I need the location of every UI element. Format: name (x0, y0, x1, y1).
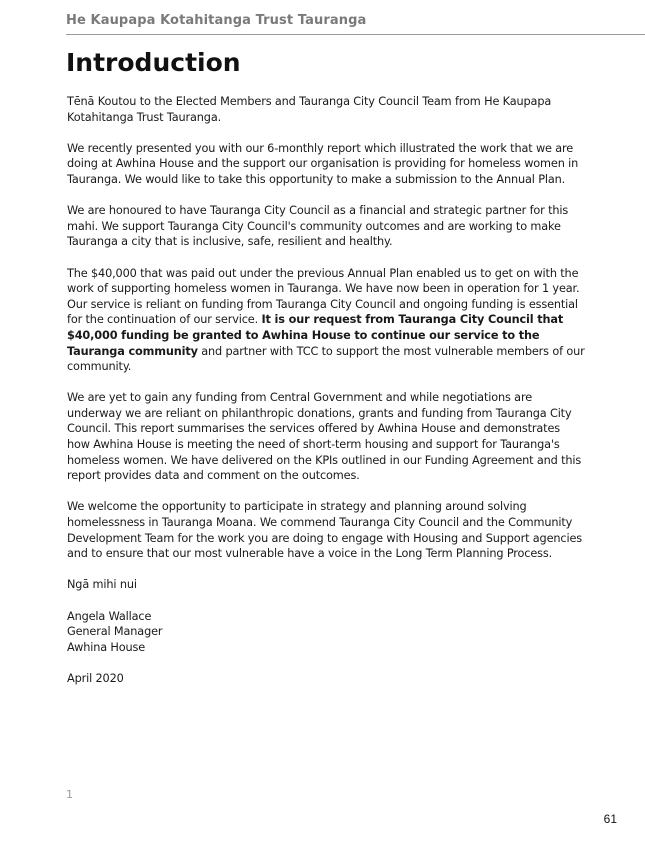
funding-request-bold: It is our request from Tauranga City Council that $40,000 funding be granted to Awhina House to continue our service to the Tauranga community (67, 313, 564, 358)
page-number-internal: 1 (66, 788, 73, 801)
paragraph-participation: We welcome the opportunity to participate in strategy and planning around solving homelessness in Tauranga Moana. We commend Tauranga City Council and the Community Development Team for the work you are doing to engage with Housing and Support agencies and to ensure that our most vulnerable have a voice in the Long Term Planning Process. (67, 500, 582, 561)
header-divider (66, 34, 645, 35)
signoff-name: Angela Wallace (67, 609, 152, 623)
funding-text-end: and partner with TCC to support the most vulnerable members of our community. (67, 344, 585, 374)
funding-text-start: The $40,000 that was paid out under the previous Annual Plan enabled us to get on with the work of supporting homeless women in Tauranga. We have now been in operation for 1 year. Our service is reliant on funding from Tauranga City Council and ongoing funding is essential for the continuation of our service. (67, 266, 580, 327)
signoff-greeting: Ngā mihi nui (67, 578, 137, 592)
signoff-org: Awhina House (67, 640, 146, 654)
signoff-date: April 2020 (67, 671, 124, 685)
document-header-title: He Kaupapa Kotahitanga Trust Tauranga (66, 13, 367, 28)
paragraph-funding-request (67, 266, 585, 375)
paragraph-report: We recently presented you with our 6-monthly report which illustrated the work that we are doing at Awhina House and the support our organisation is providing for homeless women in Tauranga. We would like to take this opportunity to make a submission to the Annual Plan. (67, 141, 579, 186)
signoff-role: General Manager (67, 625, 163, 639)
page-number-document: 61 (603, 812, 617, 826)
paragraph-greeting: Tēnā Koutou to the Elected Members and Tauranga City Council Team from He Kaupapa Kotahitanga Trust Tauranga. (67, 95, 552, 124)
signoff-block (67, 609, 585, 656)
document-body (67, 94, 585, 702)
paragraph-government-funding: We are yet to gain any funding from Central Government and while negotiations are underway we are reliant on philanthropic donations, grants and funding from Tauranga City Council. This report summarises the services offered by Awhina House and demonstrates how Awhina House is meeting the need of short-term housing and support for Tauranga's homeless women. We have delivered on the KPIs outlined in our Funding Agreement and this report provides data and comment on the outcomes. (67, 391, 582, 483)
paragraph-partnership: We are honoured to have Tauranga City Council as a financial and strategic partner for this mahi. We support Tauranga City Council's community outcomes and are working to make Tauranga a city that is inclusive, safe, resilient and healthy. (67, 204, 569, 249)
page-title: Introduction (66, 48, 241, 77)
